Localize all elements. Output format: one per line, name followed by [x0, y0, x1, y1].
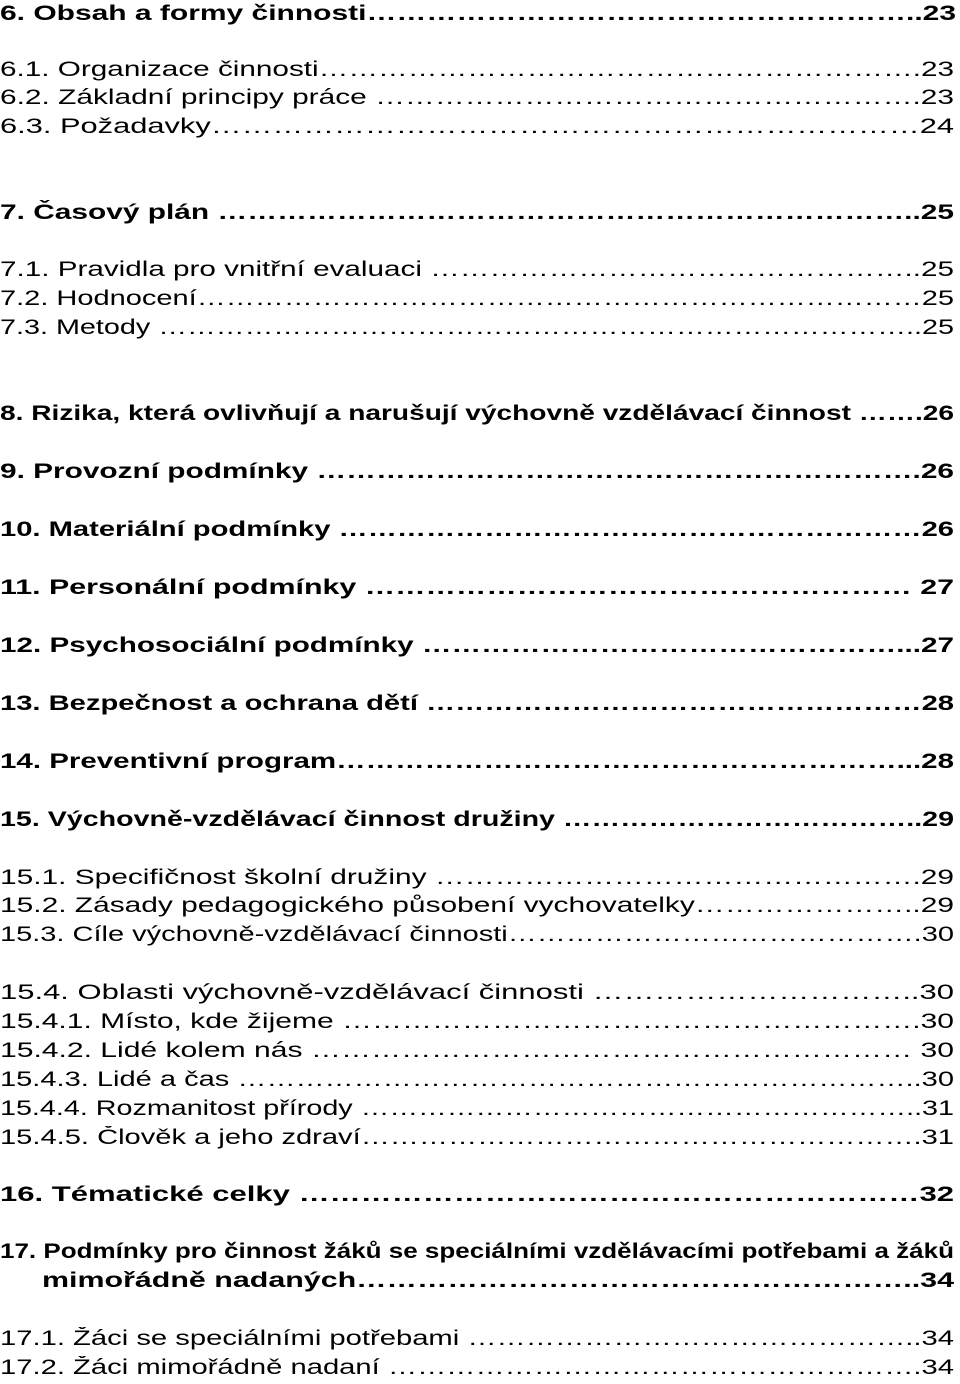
toc-entry	[0, 113, 954, 143]
toc-entry-text: 16. Tématické celky ……………………………………………………32	[0, 1183, 954, 1206]
toc-entry-text: 7.1. Pravidla pro vnitřní evaluaci …………………………………………..25	[0, 258, 954, 281]
toc-entry-text: 9. Provozní podmínky …………………………………………………….26	[0, 460, 954, 483]
toc-entry-text: 6.1. Organizace činnosti…………………………………………………….23	[0, 58, 954, 81]
toc-entry	[0, 314, 954, 344]
toc-entry	[0, 1095, 954, 1125]
toc-entry-text: 11. Personální podmínky ……………………………………………… 27	[0, 576, 954, 599]
toc-entry	[0, 979, 954, 1009]
toc-entry-text: 14. Preventivní program…………………………………………………...28	[0, 750, 954, 773]
toc-entry	[0, 400, 954, 430]
toc-entry	[0, 256, 954, 286]
toc-entry	[0, 574, 954, 604]
toc-entry	[0, 285, 954, 315]
toc-entry	[0, 748, 954, 778]
toc-entry	[0, 806, 954, 836]
toc-entry	[0, 1124, 954, 1154]
toc-entry	[0, 516, 954, 546]
toc-entry-text: 15.2. Zásady pedagogického působení vychovatelky…………………..29	[0, 894, 954, 917]
toc-entry	[0, 1354, 954, 1384]
toc-entry	[0, 1066, 954, 1096]
toc-entry	[0, 1037, 954, 1067]
toc-entry	[0, 1181, 954, 1211]
toc-entry-text: mimořádně nadaných………………………………………………..34	[42, 1269, 954, 1292]
toc-entry-text: 15.1. Specifičnost školní družiny ………………………………………….29	[0, 866, 954, 889]
toc-entry-text: 15.4.3. Lidé a čas ……………………………………………………………..30	[0, 1068, 954, 1091]
toc-entry	[0, 632, 954, 662]
toc-entry	[0, 690, 954, 720]
toc-entry	[0, 56, 954, 86]
toc-entry-text: 13. Bezpečnost a ochrana dětí ……………………………………………28	[0, 692, 954, 715]
toc-entry	[0, 1238, 954, 1268]
toc-entry-text: 15.4. Oblasti výchovně-vzdělávací činnosti …………………………..30	[0, 981, 954, 1004]
toc-entry-text: 7.2. Hodnocení…………………………………………………………………25	[0, 287, 954, 310]
toc-entry	[0, 892, 954, 922]
toc-entry	[0, 84, 954, 114]
toc-entry	[0, 1008, 954, 1038]
toc-entry-text: 6. Obsah a formy činnosti………………………………………………..23	[0, 2, 956, 25]
toc-entry	[0, 0, 956, 30]
toc-entry	[0, 458, 954, 488]
toc-entry-text: 15.4.1. Místo, kde žijeme ………………………………………………….30	[0, 1010, 954, 1033]
toc-entry-text: 10. Materiální podmínky ……………………………………………………26	[0, 518, 954, 541]
toc-entry-text: 15.3. Cíle výchovně-vzdělávací činnosti…………………………………….30	[0, 923, 954, 946]
toc-entry-text: 7.3. Metody ……………………………………………………………………..25	[0, 316, 954, 339]
toc-entry-text: 17. Podmínky pro činnost žáků se speciálními vzdělávacími potřebami a žáků	[0, 1240, 954, 1263]
toc-entry-text: 15.4.5. Člověk a jeho zdraví………………………………………………….31	[0, 1126, 954, 1149]
toc-entry-text: 6.2. Základní principy práce ……………………………………………….23	[0, 86, 954, 109]
toc-entry-text: 15.4.2. Lidé kolem nás …………………………………………………… 30	[0, 1039, 954, 1062]
toc-entry-text: 17.2. Žáci mimořádně nadaní ……………………………………………….34	[0, 1356, 954, 1379]
toc-entry	[42, 1267, 954, 1297]
toc-entry-text: 8. Rizika, která ovlivňují a narušují výchovně vzdělávací činnost …….26	[0, 402, 954, 425]
toc-entry-text: 6.3. Požadavky……………………………………………………………24	[0, 115, 954, 138]
toc-entry	[0, 1325, 954, 1355]
toc-entry-text: 17.1. Žáci se speciálními potřebami ………………………………………..34	[0, 1327, 954, 1350]
toc-entry	[0, 199, 954, 229]
toc-entry-text: 15.4.4. Rozmanitost přírody …………………………………………………..31	[0, 1097, 954, 1120]
toc-entry	[0, 864, 954, 894]
toc-entry-text: 15. Výchovně-vzdělávací činnost družiny ………………………………..29	[0, 808, 954, 831]
toc-entry	[0, 921, 954, 951]
toc-entry-text: 12. Psychosociální podmínky …………………………………………...27	[0, 634, 954, 657]
toc-entry-text: 7. Časový plán ……………………………………………………………..25	[0, 201, 954, 224]
